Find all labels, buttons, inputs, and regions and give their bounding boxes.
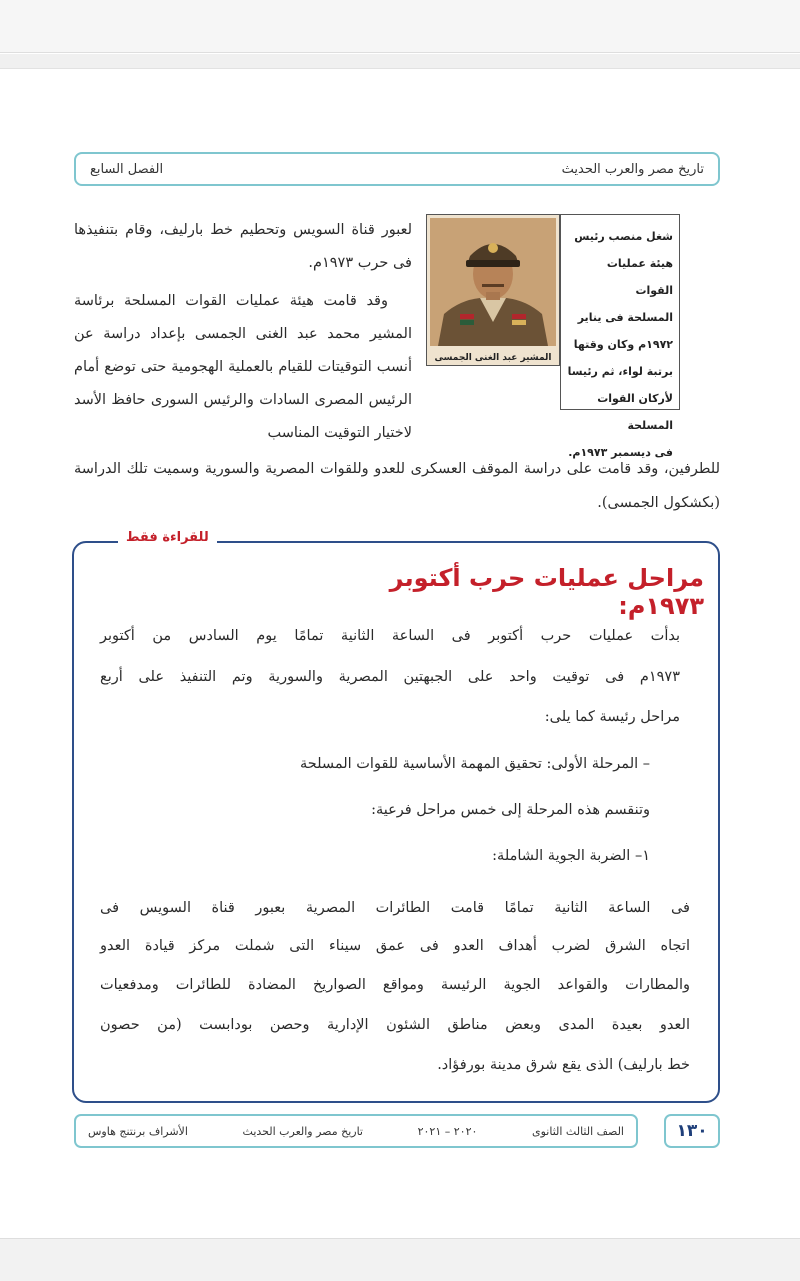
intro-paragraph-2: وقد قامت هيئة عمليات القوات المسلحة برئاسة المشير محمد عبد الغنى الجمسى بإعداد دراسة عن أنسب التوقيتات للقيام بالعملية الهجومية حتى توضع أمام الرئيس المصرى السادات والرئيس السورى حافظ الأسد لاختيار التوقيت المناسب bbox=[74, 293, 412, 441]
sidebar-line: هيئة عمليات القوات bbox=[606, 257, 673, 297]
reading-only-tag: للقراءة فقط bbox=[118, 530, 217, 545]
biography-sidebar bbox=[560, 214, 680, 459]
box-line: ١٩٧٣م فى توقيت واحد على الجبهتين المصرية والسورية وتم التنفيذ على أربع bbox=[100, 669, 680, 685]
sidebar-line: شغل منصب رئيس bbox=[574, 230, 673, 243]
sidebar-line: لأركان القوات المسلحة bbox=[597, 392, 673, 432]
sidebar-line: برتبة لواء، ثم رئيسا bbox=[567, 365, 673, 378]
page-header bbox=[74, 152, 720, 186]
section-title: مراحل عمليات حرب أكتوبر ١٩٧٣م: bbox=[389, 564, 704, 620]
header-chapter: الفصل السابع bbox=[90, 161, 164, 177]
portrait-caption: المشير عبد الغنى الجمسى bbox=[434, 353, 552, 363]
page-footer bbox=[74, 1114, 638, 1148]
footer-book-title: تاريخ مصر والعرب الحديث bbox=[242, 1124, 363, 1138]
footer-supervision: الأشراف برنتنج هاوس bbox=[88, 1124, 188, 1138]
sidebar-line: فى ديسمبر ١٩٧٣م. bbox=[568, 446, 673, 459]
sidebar-line: المسلحة فى يناير bbox=[577, 311, 673, 324]
footer-grade: الصف الثالث الثانوى bbox=[532, 1124, 624, 1138]
box-line: بدأت عمليات حرب أكتوبر فى الساعة الثانية تمامًا يوم السادس من أكتوبر bbox=[100, 628, 680, 644]
intro-paragraph-1: لعبور قناة السويس وتحطيم خط بارليف، وقام بتنفيذها فى حرب ١٩٧٣م. bbox=[74, 222, 412, 271]
portrait-photo bbox=[430, 218, 556, 346]
portrait-figure bbox=[426, 214, 560, 366]
header-book-title: تاريخ مصر والعرب الحديث bbox=[561, 161, 704, 177]
sub-stage-heading: ١– الضربة الجوية الشاملة: bbox=[492, 848, 650, 864]
box-line: وتنقسم هذه المرحلة إلى خمس مراحل فرعية: bbox=[371, 802, 650, 818]
intro-paragraph-3: للطرفين، وقد قامت على دراسة الموقف العسكرى للعدو وللقوات المصرية والسورية وسميت تلك الدراسة (بكشكول الجمسى). bbox=[74, 461, 720, 511]
box-line: اتجاه الشرق لضرب أهداف العدو فى عمق سيناء التى شملت مركز قيادة العدو bbox=[100, 938, 690, 954]
stage-one-heading: – المرحلة الأولى: تحقيق المهمة الأساسية للقوات المسلحة bbox=[299, 756, 650, 772]
box-line: والمطارات والقواعد الجوية الرئيسة ومواقع الصواريخ المضادة للطائرات ومدفعيات bbox=[100, 977, 690, 993]
box-line: العدو بعيدة المدى وبعض مناطق الشئون الإدارية وحصن بودابست (من حصون bbox=[100, 1017, 690, 1033]
footer-year: ٢٠٢٠ – ٢٠٢١ bbox=[417, 1124, 478, 1138]
officer-portrait-illustration bbox=[430, 218, 556, 346]
box-line: فى الساعة الثانية تمامًا قامت الطائرات المصرية بعبور قناة السويس فى bbox=[100, 900, 690, 916]
box-line: مراحل رئيسة كما يلى: bbox=[544, 709, 680, 725]
box-line: خط بارليف) الذى يقع شرق مدينة بورفؤاد. bbox=[437, 1057, 690, 1073]
sidebar-line: ١٩٧٢م وكان وقتها bbox=[573, 338, 673, 351]
page-number: ١٣٠ bbox=[664, 1114, 720, 1148]
viewer-bottom-bar bbox=[0, 1238, 800, 1281]
viewer-page-gap bbox=[0, 54, 800, 69]
viewer-top-bar bbox=[0, 0, 800, 53]
